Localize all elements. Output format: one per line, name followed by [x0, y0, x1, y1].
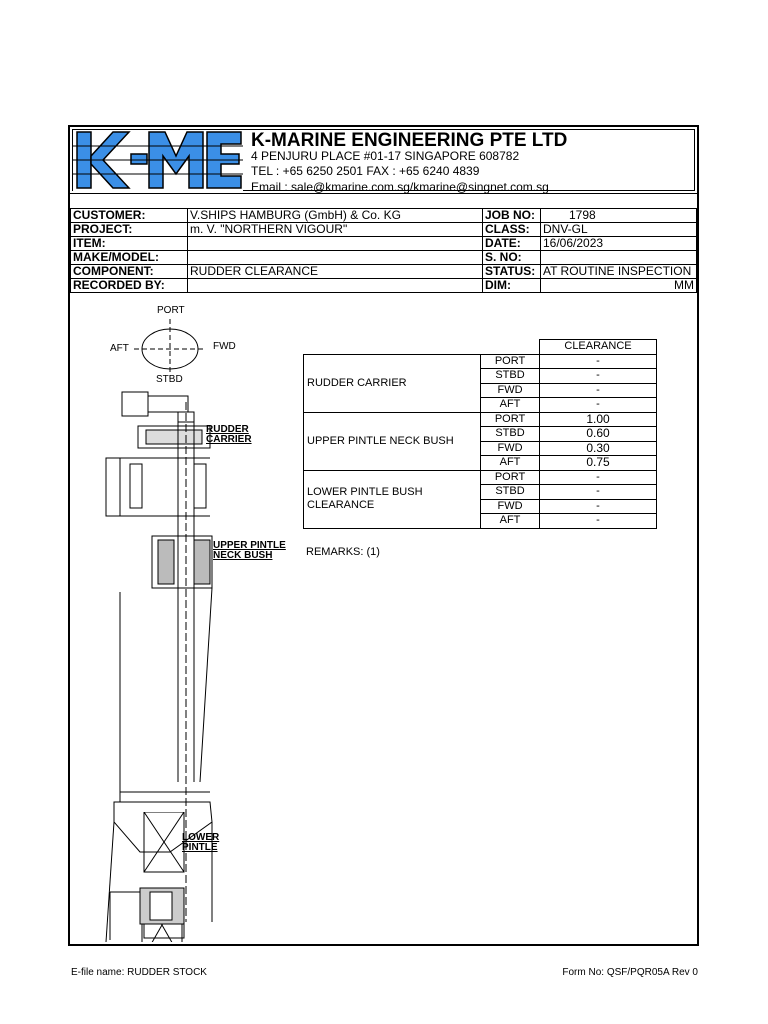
company-name: K-MARINE ENGINEERING PTE LTD [251, 130, 568, 151]
rudder-carrier-label: RUDDER CARRIER [206, 424, 252, 445]
clearance-value: - [540, 369, 657, 384]
clearance-value: - [540, 514, 657, 529]
company-email: Email : sale@kmarine.com.sg/kmarine@singnet.com.sg [251, 180, 549, 194]
aft-label: AFT [110, 343, 129, 354]
fwd-label: FWD [213, 341, 236, 352]
group-lower-pintle-bush: LOWER PINTLE BUSH CLEARANCE [304, 470, 481, 528]
group-rudder-carrier: RUDDER CARRIER [304, 354, 481, 412]
clearance-table [303, 339, 657, 529]
component-value: RUDDER CLEARANCE [188, 265, 483, 279]
make-value [188, 251, 483, 265]
clearance-value: 0.30 [540, 441, 657, 456]
form-number: Form No: QSF/PQR05A Rev 0 [562, 967, 698, 978]
recorded-value [188, 279, 483, 293]
clearance-value: - [540, 485, 657, 500]
position-cell: STBD [481, 427, 540, 442]
dim-label: DIM: [483, 279, 541, 293]
clearance-value: - [540, 470, 657, 485]
dim-value: MM [541, 279, 697, 293]
item-value [188, 237, 483, 251]
item-label: ITEM: [71, 237, 188, 251]
clearance-value: - [540, 398, 657, 413]
clearance-value: 0.60 [540, 427, 657, 442]
jobno-value: 1798 [541, 209, 697, 223]
clearance-value: 1.00 [540, 412, 657, 427]
component-label: COMPONENT: [71, 265, 188, 279]
company-phone: TEL : +65 6250 2501 FAX : +65 6240 4839 [251, 164, 480, 178]
clearance-value: - [540, 499, 657, 514]
status-label: STATUS: [483, 265, 541, 279]
project-label: PROJECT: [71, 223, 188, 237]
job-info-table [70, 208, 697, 293]
sno-value [541, 251, 697, 265]
position-cell: FWD [481, 441, 540, 456]
class-value: DNV-GL [541, 223, 697, 237]
clearance-value: - [540, 383, 657, 398]
lower-pintle-label: LOWER PINTLE [182, 832, 220, 853]
position-cell: AFT [481, 514, 540, 529]
customer-value: V.SHIPS HAMBURG (GmbH) & Co. KG [188, 209, 483, 223]
position-cell: FWD [481, 499, 540, 514]
position-cell: STBD [481, 369, 540, 384]
clearance-value: - [540, 354, 657, 369]
kme-logo [73, 130, 243, 192]
customer-label: CUSTOMER: [71, 209, 188, 223]
status-value: AT ROUTINE INSPECTION [541, 265, 697, 279]
position-cell: AFT [481, 398, 540, 413]
clearance-header: CLEARANCE [540, 340, 657, 355]
project-value: m. V. "NORTHERN VIGOUR" [188, 223, 483, 237]
recorded-label: RECORDED BY: [71, 279, 188, 293]
port-label: PORT [157, 305, 185, 316]
position-cell: PORT [481, 412, 540, 427]
jobno-label: JOB NO: [483, 209, 541, 223]
stbd-label: STBD [156, 374, 183, 385]
make-label: MAKE/MODEL: [71, 251, 188, 265]
efile-name: E-file name: RUDDER STOCK [71, 967, 207, 978]
position-cell: FWD [481, 383, 540, 398]
sno-label: S. NO: [483, 251, 541, 265]
group-upper-pintle-neck-bush: UPPER PINTLE NECK BUSH [304, 412, 481, 470]
position-cell: PORT [481, 470, 540, 485]
date-value: 16/06/2023 [541, 237, 697, 251]
position-cell: STBD [481, 485, 540, 500]
remarks: REMARKS: (1) [306, 546, 380, 558]
date-label: DATE: [483, 237, 541, 251]
position-cell: AFT [481, 456, 540, 471]
letterhead [70, 127, 697, 194]
class-label: CLASS: [483, 223, 541, 237]
company-address: 4 PENJURU PLACE #01-17 SINGAPORE 608782 [251, 149, 520, 163]
clearance-value: 0.75 [540, 456, 657, 471]
position-cell: PORT [481, 354, 540, 369]
report-sheet [68, 125, 699, 946]
upper-pintle-label: UPPER PINTLE NECK BUSH [213, 540, 286, 561]
